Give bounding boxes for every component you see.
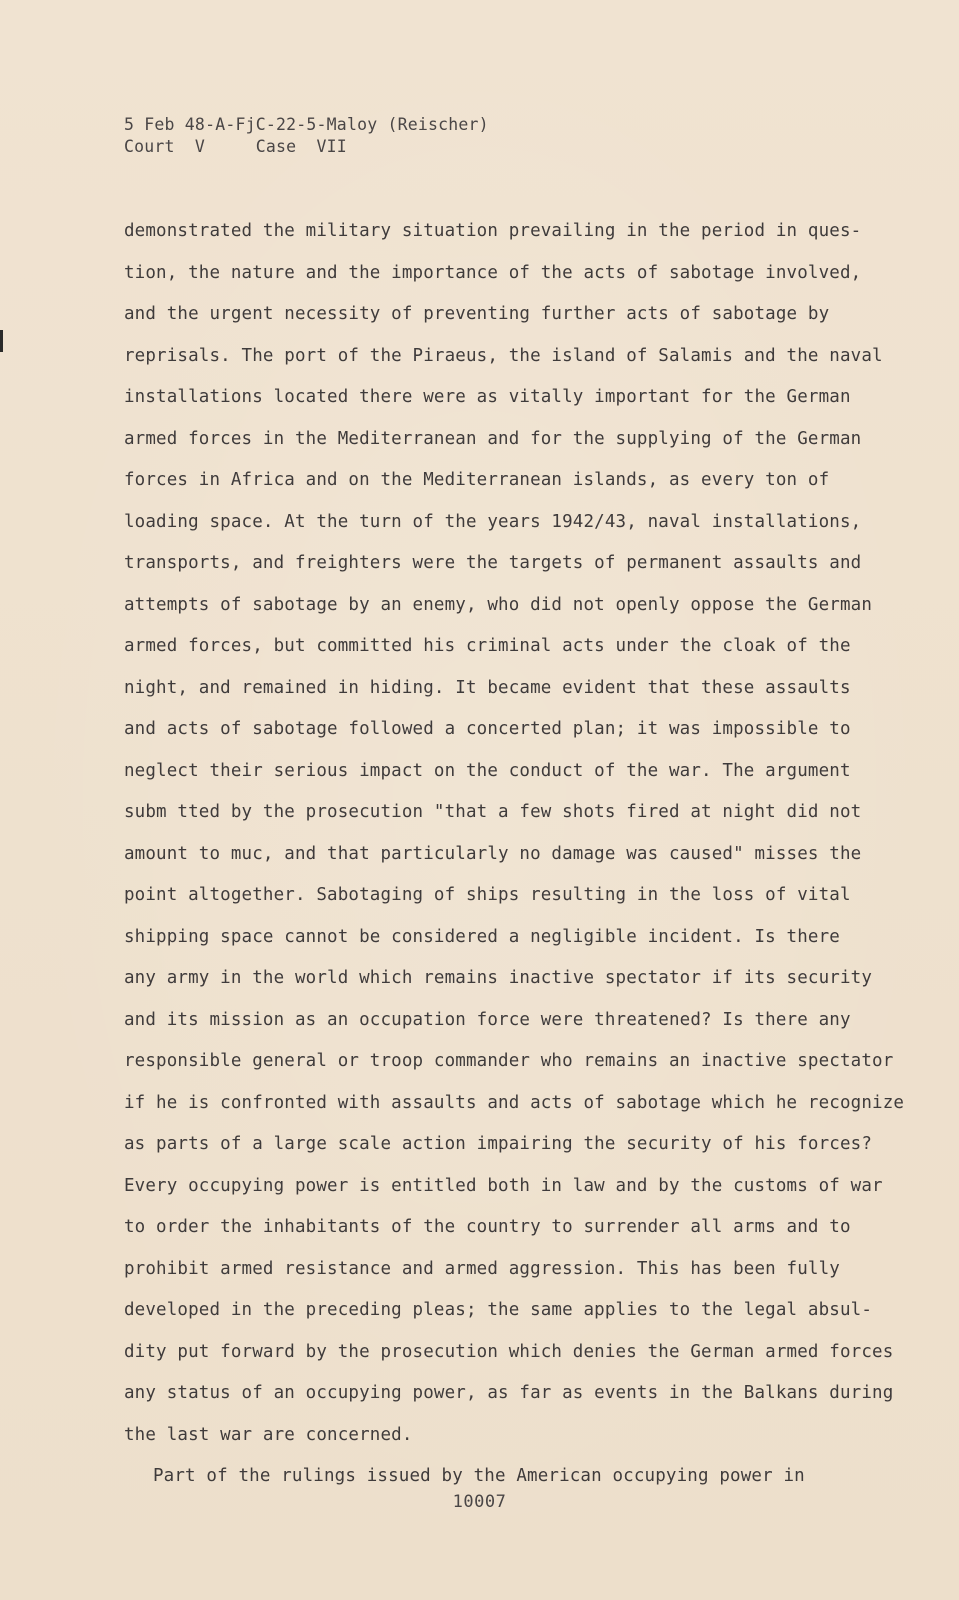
text-line: attempts of sabotage by an enemy, who did not openly oppose the German	[124, 594, 873, 615]
text-line: transports, and freighters were the targets of permanent assaults and	[124, 553, 862, 573]
document-body	[124, 211, 905, 1498]
text-line: loading space. At the turn of the years 1942/43, naval installations,	[124, 511, 862, 532]
text-line: demonstrated the military situation prevailing in the period in ques-	[124, 221, 862, 241]
text-line: if he is confronted with assaults and acts of sabotage which he recognize	[124, 1092, 905, 1113]
text-line: installations located there were as vitally important for the German	[124, 387, 851, 407]
text-line: the last war are concerned.	[124, 1424, 413, 1445]
text-line: as parts of a large scale action impairing the security of his forces?	[124, 1134, 873, 1154]
text-line: amount to muc, and that particularly no damage was caused" misses the	[124, 843, 862, 864]
text-line: and its mission as an occupation force were threatened? Is there any	[124, 1009, 851, 1030]
header-line-1: 5 Feb 48-A-FjC-22-5-Maloy (Reischer)	[124, 115, 489, 134]
document-header	[124, 114, 489, 158]
text-line: developed in the preceding pleas; the same applies to the legal absul-	[124, 1300, 873, 1320]
text-line: dity put forward by the prosecution which denies the German armed forces	[124, 1341, 894, 1362]
text-line: armed forces, but committed his criminal acts under the cloak of the	[124, 636, 851, 656]
page-number: 10007	[452, 1492, 507, 1512]
text-line: subm tted by the prosecution "that a few shots fired at night did not	[124, 802, 862, 822]
text-line: any army in the world which remains inactive spectator if its security	[124, 968, 873, 988]
paragraph-start-line: Part of the rulings issued by the American occupying power in	[153, 1466, 805, 1486]
text-line: prohibit armed resistance and armed aggression. This has been fully	[124, 1258, 840, 1279]
text-line: and the urgent necessity of preventing further acts of sabotage by	[124, 304, 830, 324]
text-line: point altogether. Sabotaging of ships resulting in the loss of vital	[124, 885, 851, 905]
text-line: and acts of sabotage followed a concerted plan; it was impossible to	[124, 719, 851, 739]
text-line: any status of an occupying power, as far as events in the Balkans during	[124, 1383, 894, 1403]
text-line: reprisals. The port of the Piraeus, the island of Salamis and the naval	[124, 345, 883, 366]
text-line: armed forces in the Mediterranean and for the supplying of the German	[124, 428, 862, 449]
text-line: neglect their serious impact on the conduct of the war. The argument	[124, 760, 851, 781]
text-line: to order the inhabitants of the country to surrender all arms and to	[124, 1217, 851, 1237]
text-line: forces in Africa and on the Mediterranean islands, as every ton of	[124, 470, 830, 490]
text-line: Every occupying power is entitled both in law and by the customs of war	[124, 1175, 883, 1196]
text-line: shipping space cannot be considered a negligible incident. Is there	[124, 926, 840, 947]
text-line: tion, the nature and the importance of the acts of sabotage involved,	[124, 262, 862, 283]
text-line: night, and remained in hiding. It became evident that these assaults	[124, 677, 851, 698]
header-line-2: Court V Case VII	[124, 137, 347, 156]
text-line: responsible general or troop commander who remains an inactive spectator	[124, 1051, 894, 1071]
margin-mark	[0, 330, 3, 352]
